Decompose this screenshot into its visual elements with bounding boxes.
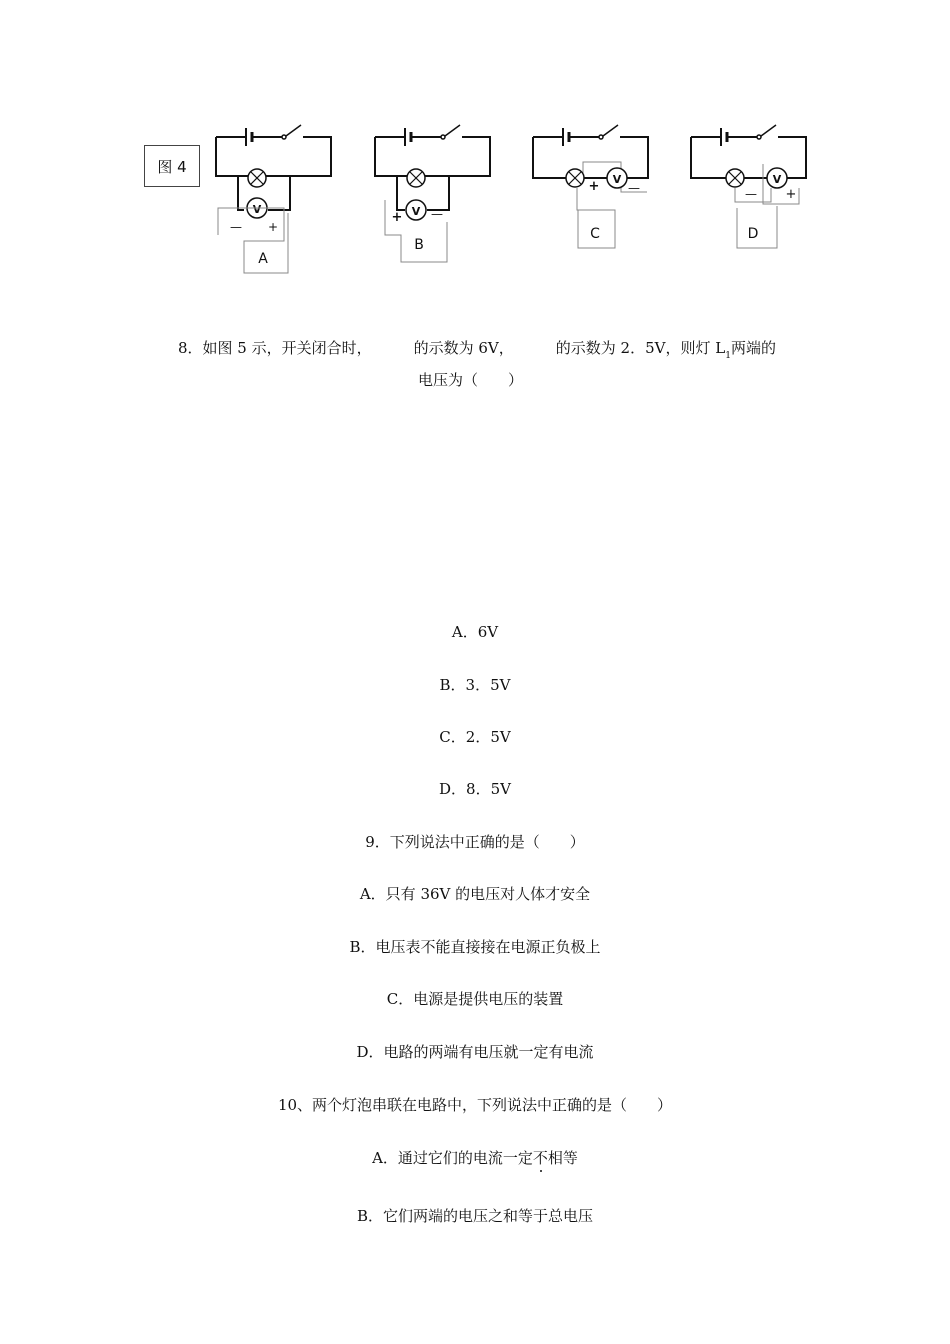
question-8-option-a: A．6V — [451, 623, 499, 641]
question-8-option-b: B．3．5V — [439, 676, 511, 694]
switch-pivot-icon — [441, 135, 445, 139]
option-text: 相等 — [547, 1149, 578, 1167]
circuit-diagram-a — [204, 118, 344, 283]
switch-lever-icon — [603, 125, 618, 136]
circuit-wire — [691, 137, 806, 178]
circuit-wire — [216, 137, 331, 176]
plus-terminal-label: + — [785, 187, 797, 202]
figure-label: 图 4 — [144, 145, 200, 187]
circuit-wire — [375, 137, 490, 176]
question-10-option-a — [0, 1148, 950, 1168]
question-text: 8．如图 5 示，开关闭合时， — [178, 339, 372, 357]
voltmeter-icon — [607, 168, 627, 188]
voltmeter-icon — [406, 200, 426, 220]
question-9-option-d: D．电路的两端有电压就一定有电流 — [356, 1043, 594, 1061]
circuit-diagram-d — [679, 118, 819, 283]
question-8-stem-line2: 电压为（ ） — [418, 371, 524, 389]
voltmeter-letter: V — [612, 173, 622, 186]
switch-lever-icon — [445, 125, 460, 136]
plus-terminal-label: + — [267, 220, 279, 234]
circuit-diagram-c — [521, 118, 661, 283]
minus-terminal-label: — — [745, 187, 757, 201]
question-text: 两端的 — [730, 339, 776, 357]
question-8-option-d: D．8．5V — [439, 780, 511, 798]
switch-pivot-icon — [282, 135, 286, 139]
lamp-icon — [726, 169, 744, 187]
lamp-icon — [407, 169, 425, 187]
question-text: 的示数为 2．5V，则灯 L — [555, 339, 726, 357]
circuit-diagram-b — [363, 118, 503, 283]
question-10-stem: 10、两个灯泡串联在电路中，下列说法中正确的是（ ） — [277, 1096, 673, 1114]
switch-lever-icon — [286, 125, 301, 136]
switch-pivot-icon — [757, 135, 761, 139]
question-text: 的示数为 6V， — [413, 339, 514, 357]
question-8-option-c: C．2．5V — [439, 728, 511, 746]
option-label: C — [590, 226, 600, 242]
option-label: A — [258, 251, 268, 267]
minus-terminal-label: — — [628, 181, 640, 195]
subscript: 1 — [725, 351, 731, 361]
option-label: B — [414, 237, 424, 253]
minus-terminal-label: — — [230, 220, 242, 234]
question-8-stem — [178, 338, 776, 366]
option-text: A．通过它们的电流一定 — [372, 1149, 533, 1167]
voltmeter-icon — [767, 168, 787, 188]
question-9-stem: 9．下列说法中正确的是（ ） — [365, 833, 585, 851]
emphasis-text: 不 — [532, 1149, 548, 1167]
switch-lever-icon — [761, 125, 776, 136]
voltmeter-letter: V — [252, 203, 262, 216]
minus-terminal-label: — — [431, 207, 443, 221]
voltmeter-letter: V — [411, 205, 421, 218]
question-9-option-b: B．电压表不能直接接在电源正负极上 — [349, 938, 601, 956]
question-9-option-a: A．只有 36V 的电压对人体才安全 — [359, 885, 591, 903]
voltmeter-letter: V — [772, 173, 782, 186]
plus-terminal-label: + — [391, 210, 403, 225]
question-9-option-c: C．电源是提供电压的装置 — [386, 990, 564, 1008]
plus-terminal-label: + — [588, 179, 600, 194]
lamp-icon — [566, 169, 584, 187]
lamp-icon — [248, 169, 266, 187]
circuit-wire — [533, 137, 648, 178]
option-label: D — [747, 226, 759, 242]
question-10-option-b: B．它们两端的电压之和等于总电压 — [356, 1207, 594, 1225]
switch-pivot-icon — [599, 135, 603, 139]
